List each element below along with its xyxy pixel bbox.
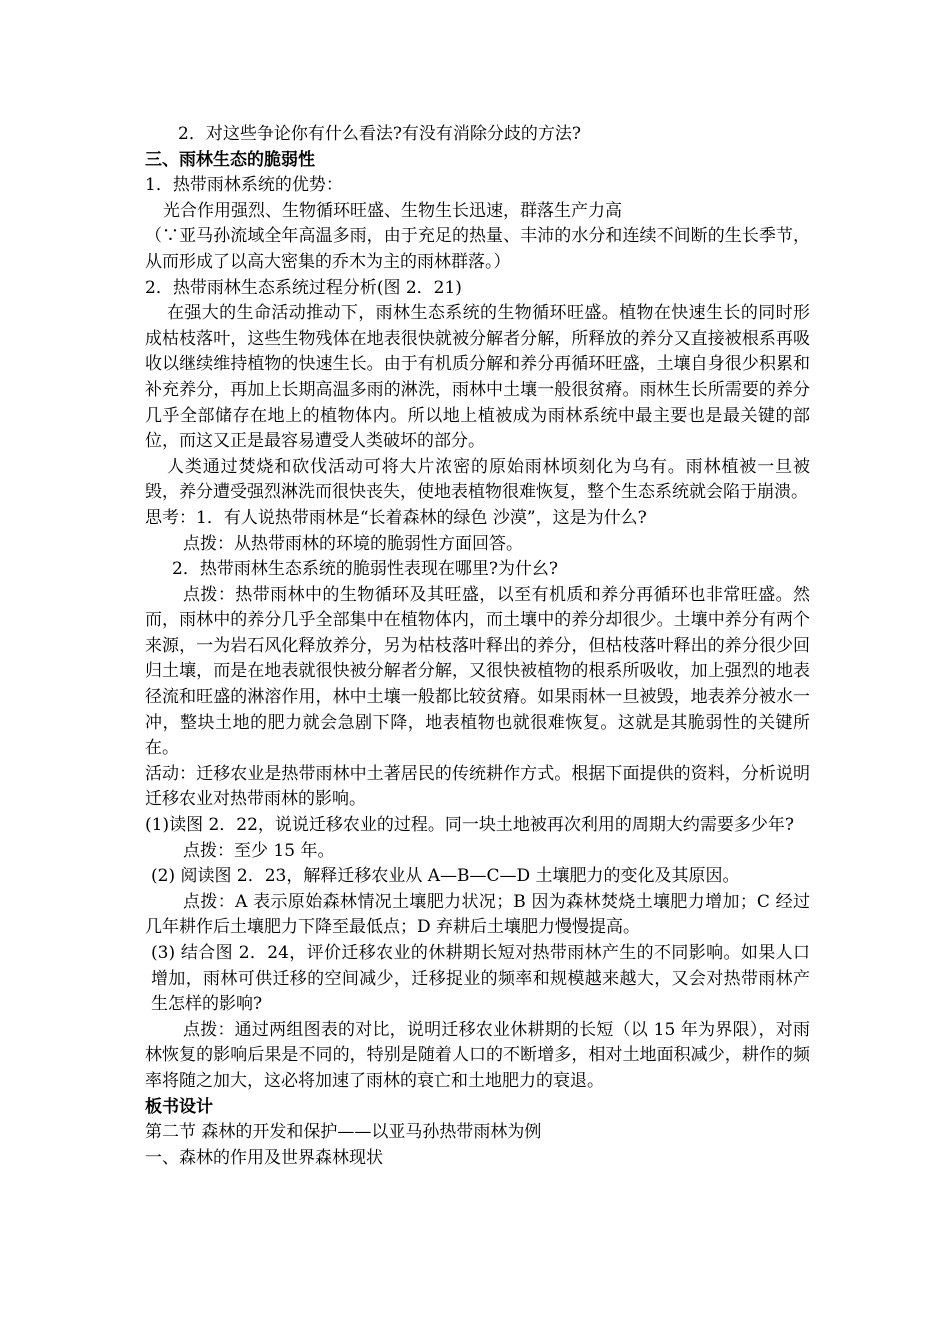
think-question-1: 思考：1．有人说热带雨林是“长着森林的绿色 沙漠”，这是为什么? xyxy=(145,507,647,528)
activity-question-3: (3) 结合图 2．24，评价迁移农业的休耕期长短对热带雨林产生的不同影响。如果人口增加，雨林可供迁移的空间减少，迁移捉业的频率和规模越来越大，又会对热带雨林产生怎样的影响? xyxy=(151,943,810,1015)
human-impact-paragraph: 人类通过焚烧和砍伐活动可将大片浓密的原始雨林顷刻化为乌有。雨林植被一旦被毁，养分遭受强烈淋洗而很快丧失，使地表植物很难恢复，整个生态系统就会陷于崩溃。 xyxy=(145,456,810,503)
section-heading-3: 三、雨林生态的脆弱性 xyxy=(145,149,315,170)
activity-question-2: (2) 阅读图 2．23，解释迁移农业从 A—B—C—D 土壤肥力的变化及其原因。 xyxy=(151,866,740,887)
activity-hint-3: 点拨：通过两组图表的对比，说明迁移农业休耕期的长短（以 15 年为界限），对雨林恢复的影响后果是不同的，特别是随着人口的不断增多，相对土地面积减少，耕作的频率将随之加大，这必将加速了雨林的衰亡和土地肥力的衰退。 xyxy=(145,1019,810,1091)
activity-intro: 活动：迁移农业是热带雨林中土著居民的传统耕作方式。根据下面提供的资料，分析说明迁移农业对热带雨林的影响。 xyxy=(145,763,810,810)
hint-1: 点拨：从热带雨林的环境的脆弱性方面回答。 xyxy=(183,533,523,554)
subsection-1-title: 一、森林的作用及世界森林现状 xyxy=(145,1147,383,1168)
think-question-2: 2．热带雨林生态系统的脆弱性表现在哪里?为什幺? xyxy=(172,559,559,580)
hint-2: 点拨：热带雨林中的生物循环及其旺盛，以至有机质和养分再循环也非常旺盛。然而，雨林中的养分几乎全部集中在植物体内，而土壤中的养分却很少。土壤中养分有两个来源，一为岩石风化释放养分，另为枯枝落叶释出的养分，但枯枝落叶释出的养分很少回归土壤，而是在地表就很快被分解者分解，又很快被植物的根系所吸收，加上强烈的地表径流和旺盛的淋溶作用，林中土壤一般都比较贫瘠。如果雨林一旦被毁，地表养分被水一冲，整块土地的肥力就会急剧下降，地表植物也就很难恢复。这就是其脆弱性的关键所在。 xyxy=(145,584,810,759)
section-2-title: 第二节 森林的开发和保护——以亚马孙热带雨林为例 xyxy=(145,1122,542,1143)
advantages-note: （∵亚马孙流域全年高温多雨，由于充足的热量、丰沛的水分和连续不间断的生长季节，从而形成了以高大密集的乔木为主的雨林群落。） xyxy=(145,226,810,272)
document-page xyxy=(145,122,810,1171)
question-2-line: 2．对这些争论你有什么看法?有没有消除分歧的方法? xyxy=(178,124,582,144)
board-design-title: 板书设计 xyxy=(145,1096,213,1117)
activity-hint-2: 点拨：A 表示原始森林情况土壤肥力状况；B 因为森林焚烧土壤肥力增加；C 经过几年耕作后土壤肥力下降至最低点；D 弃耕后土壤肥力慢慢提高。 xyxy=(145,891,810,938)
advantages-body: 光合作用强烈、生物循环旺盛、生物生长迅速，群落生产力高 xyxy=(163,200,622,221)
activity-hint-1: 点拨：至少 15 年。 xyxy=(183,840,335,861)
process-analysis-title: 2．热带雨林生态系统过程分析(图 2．21) xyxy=(145,277,462,298)
activity-question-1: (1)读图 2．22，说说迁移农业的过程。同一块土地被再次利用的周期大约需要多少年? xyxy=(145,815,795,836)
advantages-title: 1．热带雨林系统的优势： xyxy=(145,175,343,196)
process-analysis-body: 在强大的生命活动推动下，雨林生态系统的生物循环旺盛。植物在快速生长的同时形成枯枝落叶，这些生物残体在地表很快就被分解者分解，所释放的养分又直接被根系再吸收以继续维持植物的快速生长。由于有机质分解和养分再循环旺盛，土壤自身很少积累和补充养分，再加上长期高温多雨的淋洗，雨林中土壤一般很贫瘠。雨林生长所需要的养分几乎全部储存在地上的植物体内。所以地上植被成为雨林系统中最主要也是最关键的部位，而这又正是最容易遭受人类破坏的部分。 xyxy=(145,303,810,452)
